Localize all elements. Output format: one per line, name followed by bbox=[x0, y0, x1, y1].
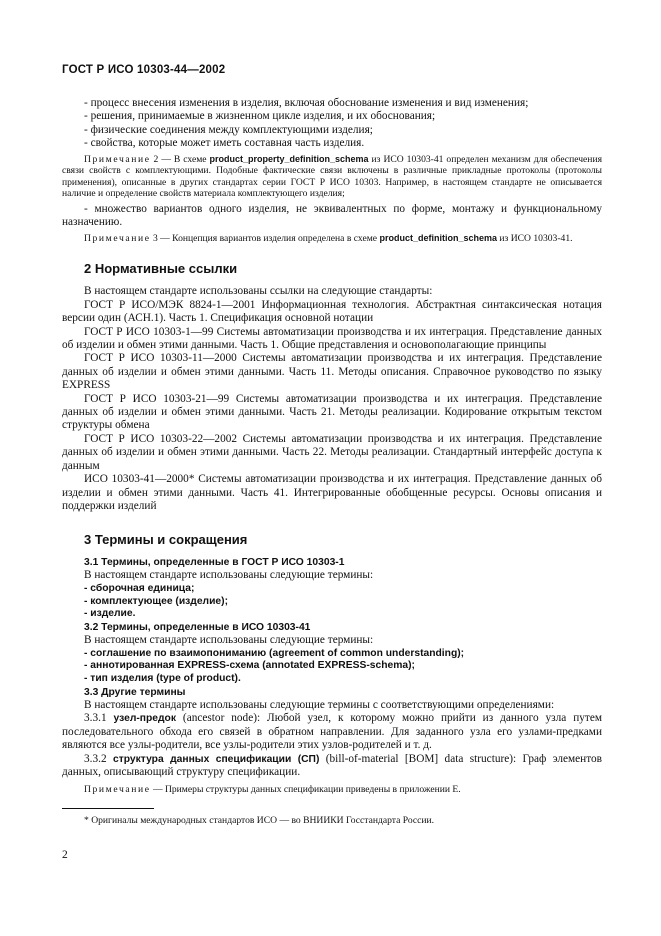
subsection-3-2-title: 3.2 Термины, определенные в ИСО 10303-41 bbox=[84, 622, 311, 634]
subsection-3-3-intro: В настоящем стандарте использованы следующие термины с соответствующими определениями: bbox=[84, 698, 555, 711]
term-item: - соглашение по взаимопониманию (agreement of common understanding); bbox=[84, 647, 465, 659]
reference-item: ГОСТ Р ИСО/МЭК 8824-1—2001 Информационная технология. Абстрактная синтаксическая нотация версии один (АСН.1). Часть 1. Спецификация основной нотации bbox=[62, 298, 602, 325]
list-item: - процесс внесения изменения в изделия, включая обоснование изменения и вид изменения; bbox=[84, 97, 529, 109]
subsection-3-2-intro: В настоящем стандарте использованы следующие термины: bbox=[84, 634, 374, 647]
note-3: Примечание 3 — Концепция вариантов изделия определена в схеме product_definition_schema из ИСО 10303-41. bbox=[84, 232, 573, 244]
reference-item: ГОСТ Р ИСО 10303-21—99 Системы автоматизации производства и их интеграция. Представление данных об изделии и обмен этими данными. Часть 21. Методы реализации. Кодирование открытым текстом структуры обмена bbox=[62, 392, 602, 432]
note-label: Примечание bbox=[84, 153, 151, 165]
note-3-3: Примечание — Примеры структуры данных спецификации приведены в приложении Е. bbox=[84, 784, 461, 796]
defined-term: узел-предок bbox=[113, 713, 177, 725]
reference-item: ИСО 10303-41—2000* Системы автоматизации производства и их интеграция. Представление данных об изделии и обмен этими данными. Часть 41. Интегрированные обобщенные ресурсы. Основы описания и поддержки изделий bbox=[62, 473, 602, 512]
note-label: Примечание bbox=[84, 232, 151, 244]
document-page bbox=[62, 64, 602, 827]
reference-item: ГОСТ Р ИСО 10303-11—2000 Системы автоматизации производства и их интеграция. Представление данных об изделии и обмен этими данными. Часть 11. Методы описания. Справочное руководство по языку EXPRESS bbox=[62, 352, 602, 392]
changes-list bbox=[62, 97, 602, 151]
schema-name: product_definition_schema bbox=[379, 232, 497, 243]
subsection-3-1-title: 3.1 Термины, определенные в ГОСТ Р ИСО 10303-1 bbox=[84, 557, 345, 569]
definition-3-3-1: 3.3.1 узел-предок (ancestor node): Любой узел, к которому можно прийти из данного узла путем последовательного обхода его связей в обратном направлении. Для заданного узла его узлами-предками являются все узлы-родители, все узлы-родители этих узлов-родителей и т. д. bbox=[62, 712, 602, 752]
document-header: ГОСТ Р ИСО 10303-44—2002 bbox=[62, 64, 226, 76]
variants-item: - множество вариантов одного изделия, не эквивалентных по форме, монтажу и функциональному назначению. bbox=[62, 203, 602, 229]
section-3-title: 3 Термины и сокращения bbox=[84, 532, 248, 548]
term-item: - сборочная единица; bbox=[84, 582, 195, 594]
subsection-3-1-intro: В настоящем стандарте использованы следующие термины: bbox=[84, 569, 374, 582]
page-number: 2 bbox=[62, 849, 68, 861]
reference-item: ГОСТ Р ИСО 10303-1—99 Системы автоматизации производства и их интеграция. Представление данных об изделии и обмен этими данными. Часть 1. Общие представления и основополагающие принципы bbox=[62, 325, 602, 352]
list-item: - решения, принимаемые в жизненном цикле изделия, и их обоснования; bbox=[84, 110, 436, 123]
note-label: Примечание bbox=[84, 784, 151, 796]
subsection-3-3-title: 3.3 Другие термины bbox=[84, 686, 186, 698]
footnote-divider bbox=[62, 808, 154, 809]
note-2: Примечание 2 — В схеме product_property_definition_schema из ИСО 10303-41 определен механизм для обеспечения связи свойств с комплектующими. Подобные фактические связи включены в различные прикладные протоколы (протоколы применения), описанные в других стандартах серии ГОСТ Р ИСО 10303. Например, в настоящем стандарте не описывается наличие и определение свойств материала комплектующего изделия; bbox=[62, 153, 602, 200]
term-item: - комплектующее (изделие); bbox=[84, 595, 229, 607]
list-item: - физические соединения между комплектующими изделия; bbox=[84, 123, 373, 136]
section-2-intro: В настоящем стандарте использованы ссылки на следующие стандарты: bbox=[84, 285, 433, 298]
schema-name: product_property_definition_schema bbox=[209, 153, 369, 164]
definition-3-3-2: 3.3.2 структура данных спецификации (СП) (bill-of-material [BOM] data structure): Граф элементов данных, описывающий структуру спецификации. bbox=[62, 752, 602, 778]
defined-term: структура данных спецификации (СП) bbox=[112, 753, 320, 765]
list-item: - свойства, которые может иметь составная часть изделия. bbox=[84, 137, 365, 150]
section-2-title: 2 Нормативные ссылки bbox=[84, 261, 238, 277]
reference-item: ГОСТ Р ИСО 10303-22—2002 Системы автоматизации производства и их интеграция. Представление данных об изделии и обмен этими данными. Часть 22. Методы реализации. Стандартный интерфейс доступа к данным bbox=[62, 432, 602, 472]
term-item: - аннотированная EXPRESS-схема (annotated EXPRESS-schema); bbox=[84, 660, 415, 672]
footnote: * Оригиналы международных стандартов ИСО — во ВНИИКИ Госстандарта России. bbox=[84, 814, 435, 826]
term-item: - изделие. bbox=[84, 608, 136, 620]
term-item: - тип изделия (type of product). bbox=[84, 673, 241, 685]
